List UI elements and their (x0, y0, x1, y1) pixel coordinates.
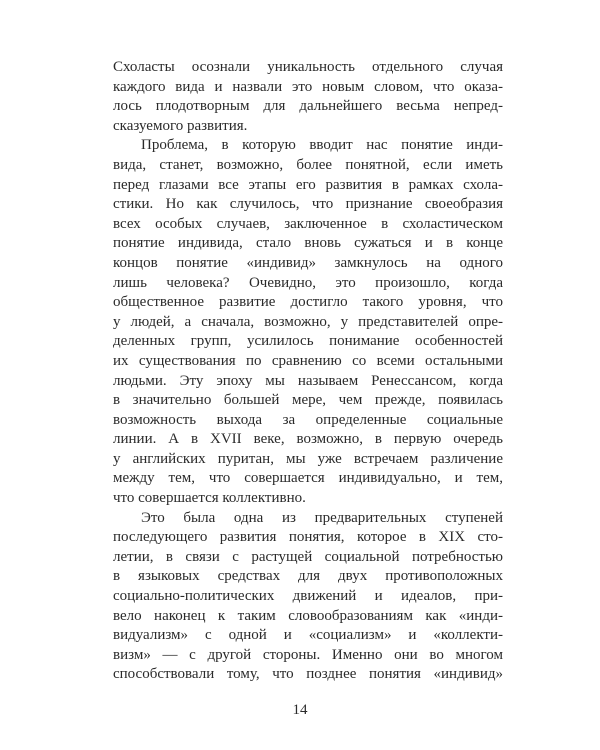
body-text (113, 58, 503, 685)
text-line: что совершается коллективно. (113, 490, 306, 507)
text-line: визм» — с другой стороны. Именно они во многом (113, 646, 503, 663)
page-number: 14 (292, 702, 308, 718)
text-line: способствовали тому, что позднее понятия «индивид» (113, 666, 503, 683)
text-line: возможность выхода за определенные социальные (113, 411, 503, 428)
text-line: вида, станет, возможно, более понятной, если иметь (113, 156, 503, 173)
text-line: между тем, что совершается индивидуально, и тем, (113, 470, 503, 487)
text-line: общественное развитие достигло такого уровня, что (113, 294, 503, 311)
text-line: Это была одна из предварительных ступеней (141, 509, 503, 526)
text-line: у английских пуритан, мы уже встречаем различение (113, 450, 503, 467)
text-line: их существования по сравнению со всеми остальными (113, 352, 503, 369)
text-line: каждого вида и назвали это новым словом, что оказа- (113, 78, 503, 95)
text-line: социально-политических движений и идеалов, при- (113, 588, 503, 605)
text-line: Схоласты осознали уникальность отдельного случая (113, 59, 503, 75)
text-line: деленных групп, усилилось понимание особенностей (113, 333, 503, 350)
text-line: перед глазами все этапы его развития в рамках схола- (113, 176, 503, 193)
text-line: видуализм» с одной и «социализм» и «коллекти- (113, 627, 503, 644)
text-line: линии. А в XVII веке, возможно, в первую очередь (113, 431, 503, 448)
text-line: сказуемого развития. (113, 117, 248, 134)
text-line: лось плодотворным для дальнейшего весьма непред- (113, 98, 503, 115)
text-line: вело наконец к таким словообразованиям как «инди- (113, 607, 503, 624)
text-line: летии, в связи с растущей социальной потребностью (113, 548, 503, 565)
text-line: последующего развития понятия, которое в XIX сто- (113, 529, 503, 546)
text-line: в языковых средствах для двух противоположных (113, 568, 503, 585)
text-line: у людей, а сначала, возможно, у представителей опре- (113, 313, 503, 330)
text-line: концов понятие «индивид» замкнулось на одного (113, 254, 503, 271)
text-line: в значительно большей мере, чем прежде, появилась (113, 392, 503, 409)
text-line: лишь человека? Очевидно, это произошло, когда (113, 274, 503, 291)
text-line: Проблема, в которую вводит нас понятие инди- (141, 137, 503, 154)
text-line: понятие индивида, стало вновь сужаться и в конце (113, 235, 503, 252)
text-line: стики. Но как случилось, что признание своеобразия (113, 196, 503, 213)
text-line: людьми. Эту эпоху мы называем Ренессансом, когда (113, 372, 503, 389)
text-line: всех особых случаев, заключенное в схоластическом (113, 215, 503, 232)
